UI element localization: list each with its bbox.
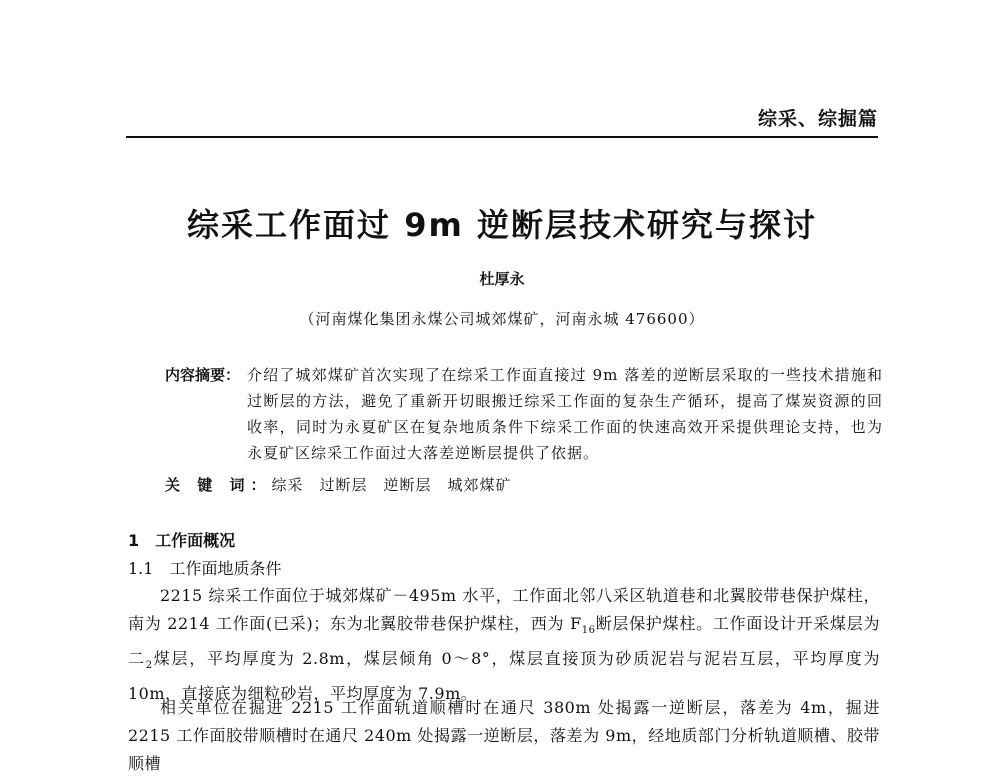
subscript: 16 — [581, 625, 596, 637]
keywords-block — [165, 472, 528, 498]
subscript: 2 — [145, 660, 153, 672]
keyword: 逆断层 — [383, 476, 432, 494]
abstract-label: 内容摘要： — [165, 366, 241, 384]
abstract-block — [165, 362, 883, 466]
article-affiliation: （河南煤化集团永煤公司城郊煤矿，河南永城 476600） — [299, 310, 705, 328]
body-paragraph — [128, 582, 880, 708]
section-tag: 综采、综掘篇 — [757, 108, 878, 130]
article-title: 综采工作面过 9m 逆断层技术研究与探讨 — [187, 206, 817, 244]
section-heading: 1 工作面概况 — [128, 531, 236, 550]
subsection-heading: 1.1 工作面地质条件 — [128, 559, 282, 578]
keyword: 综采 — [271, 476, 304, 494]
keyword: 过断层 — [319, 476, 368, 494]
header-rule — [126, 136, 878, 138]
abstract-text: 介绍了城郊煤矿首次实现了在综采工作面直接过 9m 落差的逆断层采取的一些技术措施和过断层的方法，避免了重新开切眼搬迁综采工作面的复杂生产循环，提高了煤炭资源的回收率，同时为永夏矿区在复杂地质条件下综采工作面的快速高效开采提供理论支持，也为永夏矿区综采工作面过大落差逆断层提供了依据。 — [247, 366, 883, 462]
body-paragraph: 相关单位在掘进 2215 工作面轨道顺槽时在通尺 380m 处揭露一逆断层，落差为 4m，掘进 2215 工作面胶带顺槽时在通尺 240m 处揭露一逆断层，落差为 9m，经地质部门分析轨道顺槽、胶带顺槽 — [128, 698, 880, 773]
paragraph-text: 煤层，平均厚度为 2.8m，煤层倾角 0～8°，煤层直接顶为砂质泥岩与泥岩互层，平均厚度为 10m，直接底为细粒砂岩，平均厚度为 7.9m。 — [128, 649, 880, 704]
keyword: 城郊煤矿 — [447, 476, 512, 494]
paragraph-text: 2215 综采工作面位于城郊煤矿－495m 水平，工作面北邻八采区轨道巷和北翼胶带巷保护煤柱，南为 2214 工作面(已采)；东为北翼胶带巷保护煤柱，西为 F — [128, 586, 880, 633]
article-author: 杜厚永 — [479, 270, 525, 288]
paragraph-text: 断层保护煤柱。工作面设计开采煤层为二 — [128, 614, 880, 669]
keywords-label: 关 键 词： — [165, 476, 272, 494]
